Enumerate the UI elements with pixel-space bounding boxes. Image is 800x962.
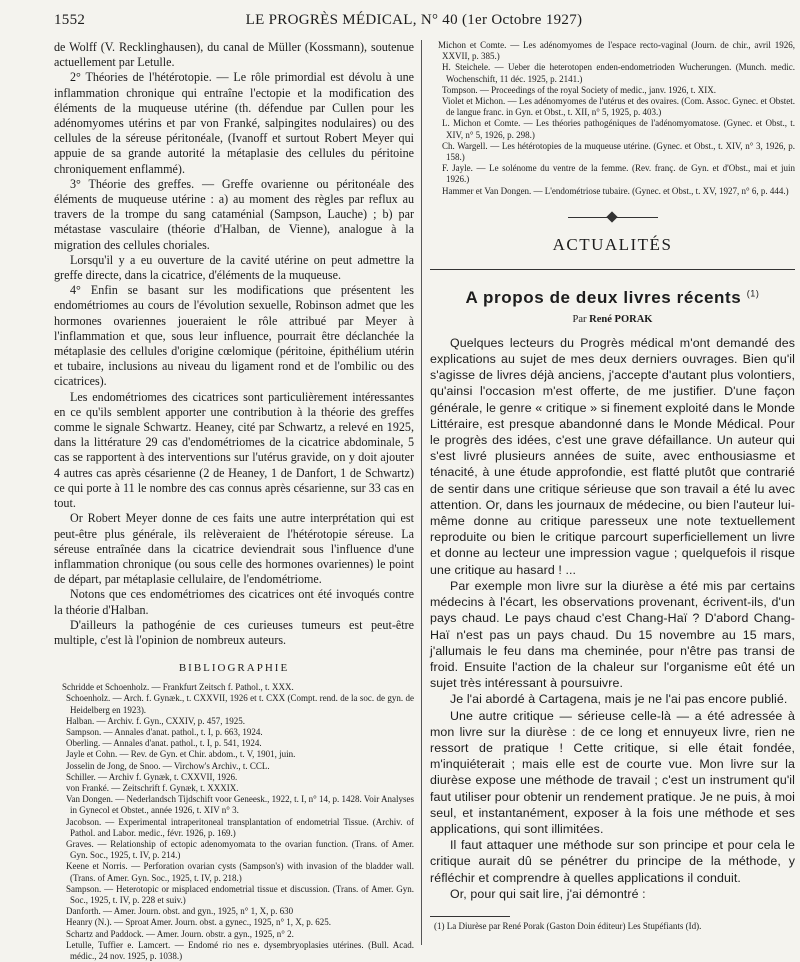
footnote-marker: (1) <box>746 288 760 299</box>
section-heading: ACTUALITÉS <box>552 234 673 254</box>
body-paragraph: D'ailleurs la pathogénie de ces curieuses tumeurs est peut-être multiple, c'est là l'opinion de nombreux auteurs. <box>54 617 414 647</box>
author-name: René PORAK <box>589 313 653 325</box>
body-paragraph: 3° Théorie des greffes. — Greffe ovarienne ou péritonéale des éléments de muqueuse utérine : a) au moment des règles par reflux au travers de la trompe du sang cataménial (Sampson, Lauche) ; b) par métastase vasculaire (théorie d'Halban, de Vienne), analogue à la migration des cellules choriales. <box>54 176 414 252</box>
reference-entry: Jacobson. — Experimental intraperitoneal transplantation of endometrial Tissue. (Archiv. of Pathol. and Labor. medic., févr. 1926, p. 169.) <box>66 816 414 838</box>
body-paragraph: Les endométriomes des cicatrices sont particulièrement intéressantes en ce qu'ils semblent apporter une contribution à la théorie des greffes comme le signale Schwartz. Heaney, cité par Schwartz, a relevé en 1925, dans la littérature 29 cas d'endométriomes de la cicatrice abdominale, 5 cas se rapportent à des interventions sur l'utérus gravide, on y doit ajouter 4 autres cas après césarienne (2 de Heaney, 1 de Danfort, 1 de Schwartz) ce qui porte à 11 le nombre des cas connus après césarienne, sur 33 cas en tout. <box>54 389 414 511</box>
article-title <box>430 288 795 308</box>
article-paragraph: Il faut attaquer une méthode sur son principe et pour cela le critique aurait dû se pénétrer du principe de la méthode, y réfléchir et comprendre à quelles applications il conduit. <box>430 838 795 885</box>
divider-diamond <box>606 211 617 222</box>
article-paragraph: Or, pour qui sait lire, j'ai démontré : <box>450 886 646 901</box>
reference-entry: Violet et Michon. — Les adénomyomes de l'utérus et des ovaires. (Com. Assoc. Gynec. et Obstet. de langue franc. in Gyn. et Obst., t. XII, n° 5, 1925, p. 403.) <box>442 96 795 118</box>
reference-entry: Josselin de Jong, de Snoo. — Virchow's Archiv., t. CCL. <box>66 760 270 771</box>
reference-entry: Ch. Wargell. — Les hétérotopies de la muqueuse utérine. (Gynec. et Obst., t. XIV, n° 3, 1926, p. 158.) <box>442 140 795 163</box>
ornamental-divider <box>568 211 658 225</box>
left-column <box>54 40 414 961</box>
reference-entry: Oberling. — Annales d'anat. pathol., t. I, p. 541, 1924. <box>66 738 262 749</box>
reference-entry: Van Dongen. — Nederlandsch Tijdschift voor Geneesk., 1922, t. I, n° 14, p. 1428. Voir Analyses in Gynecol et Obstet., année 1926, t. XIV n° 3. <box>66 794 414 816</box>
reference-entry: von Franké. — Zeitschrift f. Gynæk, t. XXXIX. <box>66 782 239 793</box>
reference-entry: F. Jayle. — Le solénome du ventre de la femme. (Rev. franç. de Gyn. et d'Obst., mai et juin 1926.) <box>442 163 795 185</box>
journal-title: LE PROGRÈS MÉDICAL, N° 40 (1er Octobre 1927) <box>245 12 583 28</box>
bibliography-title: BIBLIOGRAPHIE <box>178 662 290 675</box>
reference-entry: Schiller. — Archiv f. Gynæk, t. CXXVII, 1926. <box>66 771 238 782</box>
reference-entry: Schridde et Schoenholz. — Frankfurt Zeitsch f. Pathol., t. XXX. <box>62 682 294 693</box>
reference-entry: Tompson. — Proceedings of the royal Society of medic., janv. 1926, t. XIX. <box>442 84 716 95</box>
article-paragraph: Une autre critique — sérieuse celle-là — a été adressée à mon livre sur la diurèse : de ce long et ennuyeux livre, rien ne ressort de pratique ! Cette critique, si elle était fondée, m'inquiéterait ; mais elle est de courte vue. Mon livre sur la diurèse expose une méthode de travail ; c'est un instrument qu'il faut utiliser pour obtenir un rendement pratique. Je ne puis, à moi seul, et instantanément, exposer à la fois une méthode et ses applications, qui sont illimitées. <box>430 708 795 836</box>
body-paragraph: Or Robert Meyer donne de ces faits une autre interprétation qui est peut-être plus générale, ils relèveraient de l'hétérotopie séreuse. La séreuse entraînée dans la cicatrice deviendrait sous l'influence d'une inflammation chronique (ou sous celle des hormones ovariennes) le point de départ, par métaplasie cellulaire, de l'endométriome. <box>54 511 414 587</box>
reference-entry: Keene et Norris. — Perforation ovarian cysts (Sampson's) with invasion of the bladder wall. (Trans. of Amer. Gyn. Soc., 1925, t. IV, p. 218.) <box>66 861 414 883</box>
body-paragraph: Lorsqu'il y a eu ouverture de la cavité utérine on peut admettre la greffe directe, dans la cicatrice, d'éléments de la muqueuse. <box>54 252 414 283</box>
reference-entry: H. Steichele. — Ueber die heterotopen enden-endometrioden Wucherungen. (Munch. medic. Wochenschift, 11 déc. 1925, p. 2141.) <box>442 62 795 84</box>
article-paragraph: Quelques lecteurs du Progrès médical m'ont demandé des explications au sujet de mes deux derniers ouvrages. Bien qu'il s'agisse de livres déjà anciens, j'accepte d'autant plus volontiers, qu'ainsi l'occasion m'est offerte, de me justifier. D'une façon générale, le genre « critique » si finement exploité dans le Monde Littéraire, est presque abandonné dans le Monde Médical. Pour le progrès des idées, c'est une grave défaillance. Un auteur qui s'est livré plusieurs années de suite, avec enthousiasme et ténacité, à une étude approfondie, est flatté plutôt que contrarié de sentir dans une critique sérieuse que son travail a été lu avec attention. Or, dans les journaux de médecine, ou bien l'auteur lui-même donne au critique paresseux une note textuellement reproduite ou bien le critique parcourt superficiellement un livre et donne au lecteur une impression vague ; quelquefois il risque une critique au hasard ! ... <box>430 335 795 577</box>
column-divider <box>421 40 422 945</box>
article-paragraph: Je l'ai abordé à Cartagena, mais je ne l'ai pas encore publié. <box>450 692 788 707</box>
reference-entry: Graves. — Relationship of ectopic adenomyomata to the ovarian function. (Trans. of Amer. Gyn. Soc., 1925, t. IV, p. 214.) <box>66 838 414 861</box>
section-rule <box>430 269 795 270</box>
reference-entry: Heanry (N.). — Sproat Amer. Journ. obst. a gynec., 1925, n° 1, X, p. 625. <box>66 917 332 928</box>
reference-entry: Halban. — Archiv. f. Gyn., CXXIV, p. 457, 1925. <box>66 715 245 726</box>
footnote: (1) La Diurèse par René Porak (Gaston Doin éditeur) Les Stupéfiants (Id). <box>434 920 702 931</box>
reference-entry: Danforth. — Amer. Journ. obst. and gyn., 1925, n° 1, X, p. 630 <box>66 906 294 917</box>
right-column <box>430 40 795 945</box>
body-paragraph: Notons que ces endométriomes des cicatrices ont été invoqués contre la théorie d'Halban. <box>54 587 414 617</box>
reference-entry: Schoenholz. — Arch. f. Gynæk., t. CXXVII, 1926 et t. CXX (Compt. rend. de la soc. de gyn. de Heidelberg en 1923). <box>66 693 414 715</box>
page-number: 1552 <box>54 12 86 28</box>
reference-entry: Sampson. — Heterotopic or misplaced endometrial tissue et discussion. (Trans. of Amer. Gyn. Soc., 1925, t. IV, p. 228 et suiv.) <box>66 883 414 905</box>
byline <box>430 314 795 325</box>
body-paragraph: 4° Enfin se basant sur les modifications que présentent les endométriomes au cours de l'évolution sexuelle, Robinson admet que les hormones ovariennes joueraient le rôle attribué par Meyer à l'inflammation et que, sous leur influence, pourrait être déclanchée la métaplasie des cellules d'origine cœlomique (péritoine, épithélium utérin et tubaire, inclusions au niveau du ligament rond et de l'ombilic ou des cicatrices). <box>54 283 414 389</box>
article-title-text: A propos de deux livres récents <box>465 287 742 307</box>
reference-entry: Sampson. — Annales d'anat. pathol., t. I, p. 663, 1924. <box>66 726 263 737</box>
byline-prefix: Par <box>572 313 587 325</box>
reference-entry: Letulle, Tuffier e. Lamcert. — Endomé rio nes e. dysembryoplasies utérines. (Bull. Acad. médic., 24 nov. 1925, p. 1038.) <box>66 939 414 961</box>
reference-entry: Michon et Comte. — Les adénomyomes de l'espace recto-vaginal (Journ. de chir., avril 1926, XXVII, p. 385.) <box>438 40 795 62</box>
page-header <box>54 10 774 32</box>
footnote-rule <box>430 916 510 917</box>
reference-entry: L. Michon et Comte. — Les théories pathogéniques de l'adénomyomatose. (Gynec. et Obst., t. XIV, n° 5, 1926, p. 298.) <box>442 118 795 140</box>
body-paragraph: de Wolff (V. Recklinghausen), du canal de Müller (Kossmann), soutenue actuellement par Letulle. <box>54 40 414 70</box>
reference-entry: Hammer et Van Dongen. — L'endométriose tubaire. (Gynec. et Obst., t. XV, 1927, n° 6, p. 444.) <box>442 185 789 196</box>
article-paragraph: Par exemple mon livre sur la diurèse a été mis par certains médecins à l'écart, les observations provenant, écrivent-ils, d'un pays chaud. Le pays chaud c'est Chang-Haï ? D'abord Chang-Haï n'est pas un pays chaud. Du 15 novembre au 15 mars, j'allumais le feu dans ma cheminée, pour n'être pas transi de froid. Ensuite l'action de la chaleur sur l'organisme eût été un sujet très intéressant à poursuivre. <box>430 578 795 691</box>
body-paragraph: 2° Théories de l'hétérotopie. — Le rôle primordial est dévolu à une inflammation chronique qui entraîne l'ectopie et la modification des éléments de la muqueuse utérine (th. défendue par Cullen pour les adénomyomes utérins et par von Franké, salpingites nodulaires) ou des cellules de la séreuse péritonéale, (Ivanoff et surtout Robert Meyer qui appuie de sa grande autorité la métaplasie des cellules du péritoine chroniquement enflammé). <box>54 70 414 176</box>
reference-entry: Jayle et Cohn. — Rev. de Gyn. et Chir. abdom., t. V, 1901, juin. <box>66 749 296 760</box>
reference-entry: Schartz and Paddock. — Amer. Journ. obstr. a gyn., 1925, n° 2. <box>66 928 294 939</box>
